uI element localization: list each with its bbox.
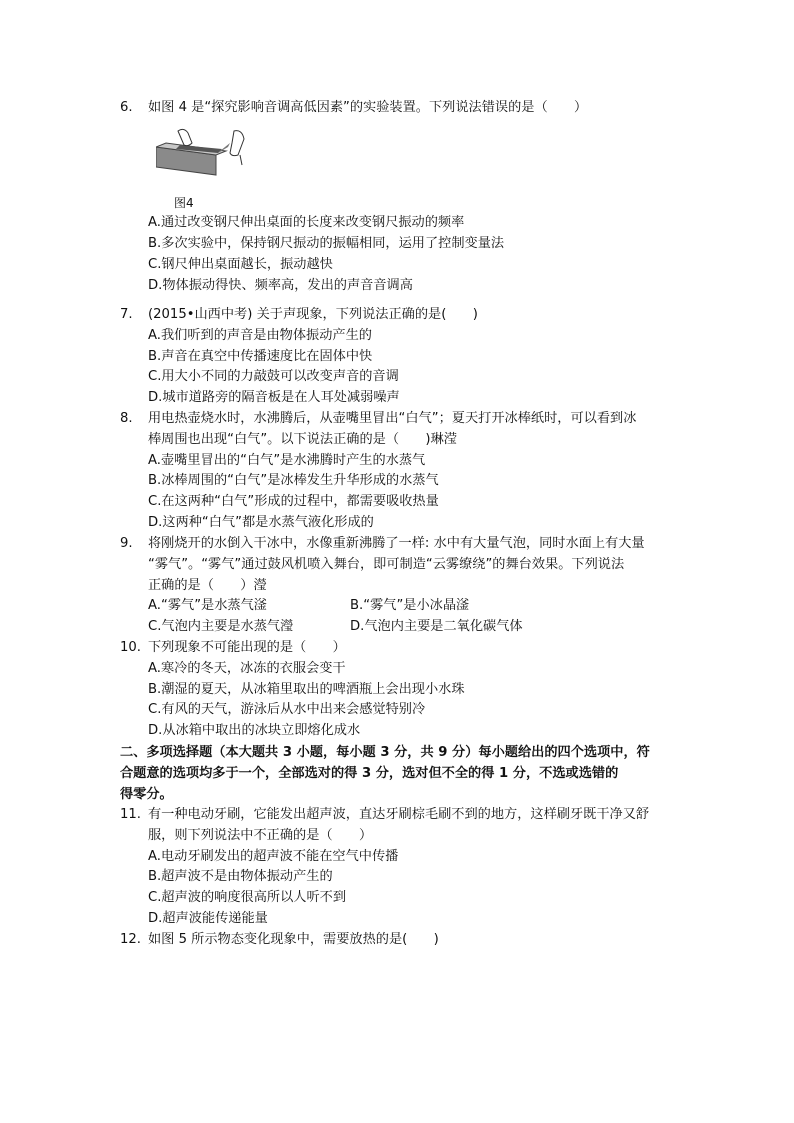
figure-4-ruler-experiment	[156, 125, 680, 191]
option-a: A.我们听到的声音是由物体振动产生的	[148, 327, 372, 343]
option-c: C.有风的天气，游泳后从水中出来会感觉特别冷	[148, 702, 426, 718]
option-b: B.冰棒周围的“白气”是冰棒发生升华形成的水蒸气	[148, 473, 439, 489]
section-heading-line-1: 二、多项选择题（本大题共 3 小题，每小题 3 分，共 9 分）每小题给出的四个选项中，符	[120, 745, 650, 760]
question-stem: 下列现象不可能出现的是（ ）	[148, 640, 346, 655]
option-b: B.“雾气”是小冰晶滏	[350, 598, 470, 614]
question-number: 11.	[120, 807, 141, 822]
question-number: 8.	[120, 411, 133, 426]
option-d: D.超声波能传递能量	[148, 910, 268, 926]
question-number: 10.	[120, 640, 141, 655]
option-c: C.气泡内主要是水蒸气瀅	[148, 619, 294, 635]
option-a: A.寒冷的冬天，冰冻的衣服会变干	[148, 660, 346, 676]
option-d: D.城市道路旁的隔音板是在人耳处减弱噪声	[148, 390, 400, 406]
question-stem-line-2: 服，则下列说法中不正确的是（ ）	[148, 827, 373, 843]
question-number: 6.	[120, 100, 133, 115]
question-11	[120, 805, 680, 930]
section-heading-line-2: 合题意的选项均多于一个，全部选对的得 3 分，选对但不全的得 1 分，不选或选错的	[120, 766, 619, 781]
ruler-on-table-illustration	[156, 125, 252, 183]
option-row-1	[148, 596, 680, 617]
option-c: C.用大小不同的力敲鼓可以改变声音的音调	[148, 369, 399, 385]
option-d: D.气泡内主要是二氧化碳气体	[350, 619, 523, 635]
option-c: C.超声波的响度很高所以人听不到	[148, 890, 347, 906]
question-number: 7.	[120, 307, 133, 322]
option-a: A.通过改变钢尺伸出桌面的长度来改变钢尺振动的频率	[148, 215, 465, 231]
question-stem-line-1: 将刚烧开的水倒入干冰中，水像重新沸腾了一样: 水中有大量气泡，同时水面上有大量	[148, 536, 645, 551]
question-stem-line-1: 用电热壶烧水时，水沸腾后，从壶嘴里冒出“白气”；夏天打开冰棒纸时，可以看到冰	[148, 411, 637, 426]
option-d: D.从冰箱中取出的冰块立即熔化成水	[148, 723, 361, 739]
option-d: D.物体振动得快、频率高，发出的声音音调高	[148, 277, 413, 293]
question-9	[120, 534, 680, 638]
option-b: B.超声波不是由物体振动产生的	[148, 869, 333, 885]
question-stem: 如图 5 所示物态变化现象中，需要放热的是( )	[148, 932, 439, 947]
question-6	[120, 98, 680, 297]
question-stem-line-3: 正确的是（ ）瀅	[148, 577, 267, 593]
option-a: A.壶嘴里冒出的“白气”是水沸腾时产生的水蒸气	[148, 452, 426, 468]
section-heading-line-3: 得零分。	[120, 787, 173, 802]
figure-caption: 图4	[174, 195, 194, 210]
option-row-2	[148, 617, 680, 638]
option-b: B.声音在真空中传播速度比在固体中快	[148, 348, 373, 364]
option-b: B.潮湿的夏天，从冰箱里取出的啤酒瓶上会出现小水珠	[148, 681, 465, 697]
question-number: 9.	[120, 536, 133, 551]
finger	[240, 155, 242, 165]
question-stem-line-2: “雾气”。“雾气”通过鼓风机喷入舞台，即可制造“云雾缭绕”的舞台效果。下列说法	[148, 556, 625, 572]
question-number: 12.	[120, 932, 141, 947]
option-d: D.这两种“白气”都是水蒸气液化形成的	[148, 514, 374, 530]
option-a: A.电动牙刷发出的超声波不能在空气中传播	[148, 848, 399, 864]
question-12	[120, 930, 680, 951]
question-stem-line-2: 棒周围也出现“白气”。以下说法正确的是（ )琳滢	[148, 431, 457, 447]
question-10	[120, 638, 680, 742]
option-b: B.多次实验中，保持钢尺振动的振幅相同，运用了控制变量法	[148, 236, 505, 252]
option-c: C.钢尺伸出桌面越长，振动越快	[148, 256, 333, 272]
right-hand	[230, 130, 244, 155]
question-8	[120, 409, 680, 534]
option-a: A.“雾气”是水蒸气滏	[148, 598, 267, 614]
question-stem: (2015•山西中考) 关于声现象，下列说法正确的是( )	[148, 307, 478, 322]
section-2-heading	[120, 742, 685, 805]
question-7	[120, 305, 680, 409]
option-c: C.在这两种“白气”形成的过程中，都需要吸收热量	[148, 494, 439, 510]
left-hand	[178, 129, 192, 145]
question-stem: 如图 4 是“探究影响音调高低因素”的实验装置。下列说法错误的是（ ）	[148, 100, 588, 115]
question-stem-line-1: 有一种电动牙刷，它能发出超声波，直达牙刷棕毛刷不到的地方，这样刷牙既干净又舒	[148, 807, 650, 822]
